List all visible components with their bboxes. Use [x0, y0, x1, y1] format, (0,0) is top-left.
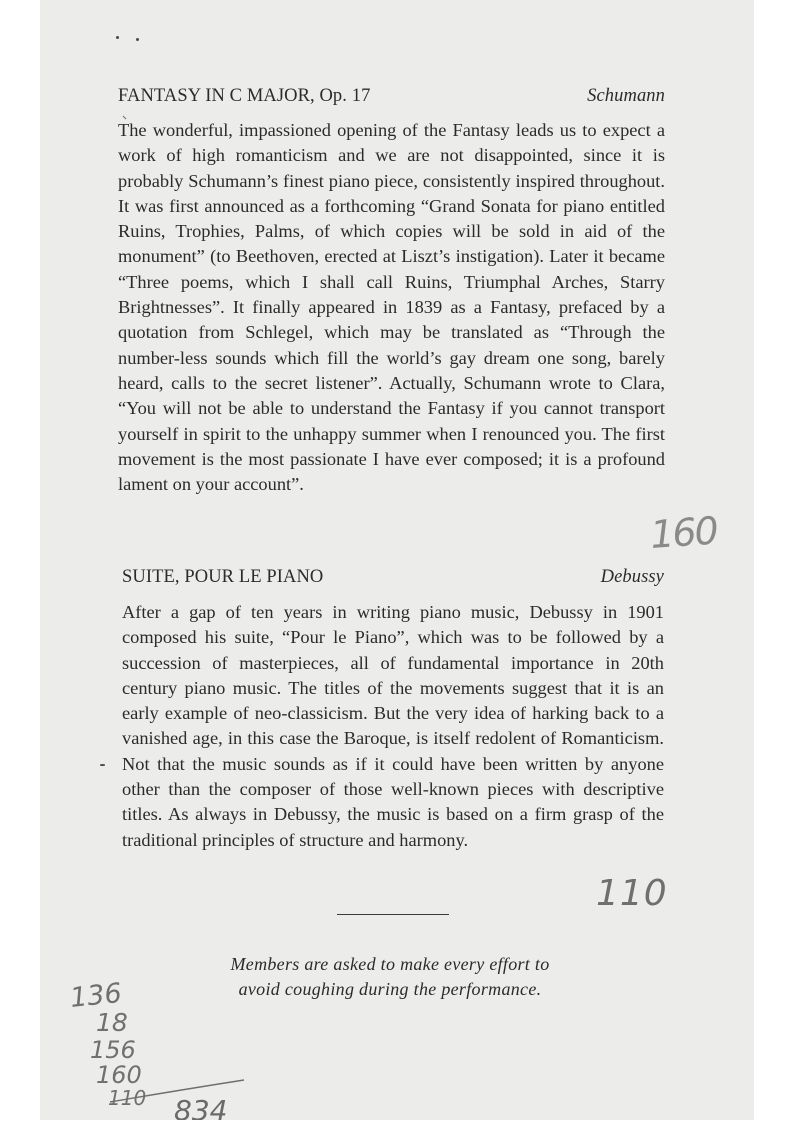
speck — [100, 764, 105, 766]
section-debussy — [122, 567, 664, 853]
tally-value: 110 — [108, 1086, 147, 1110]
section-heading — [118, 86, 665, 107]
program-page — [40, 0, 754, 1120]
program-note: After a gap of ten years in writing piano music, Debussy in 1901 composed his suite, “Pour le Piano”, which was to be followed by a succession of masterpieces, all of fundamental importance in 20th century piano music. The titles of the movements suggest that it is an early example of neo-classicism. But the very idea of harking back to a vanished age, in this case the Baroque, is itself redolent of Romanticism. Not that the music sounds as if it could have been written by anyone other than the composer of those well-known pieces with descriptive titles. As always in Debussy, the music is based on a firm grasp of the traditional principles of structure and harmony. — [122, 602, 664, 850]
composer-name: Debussy — [600, 567, 664, 587]
composer-name: Schumann — [587, 86, 665, 106]
piece-title: SUITE, POUR LE PIANO — [122, 567, 324, 587]
notice-line: Members are asked to make every effort to — [230, 954, 550, 974]
tally-underline — [110, 1080, 244, 1102]
program-note: The wonderful, impassioned opening of the Fantasy leads us to expect a work of high romanticism and we are not disappointed, since it is probably Schumann’s finest piano piece, consistently inspired throughout. It was first announced as a forthcoming “Grand Sonata for piano entitled Ruins, Trophies, Palms, of which copies will be sold in aid of the monument” (to Beethoven, erected at Liszt’s instigation). Later it became “Three poems, which I shall call Ruins, Triumphal Arches, Starry Brightnesses”. It finally appeared in 1839 as a Fantasy, prefaced by a quotation from Schlegel, which may be translated as “Through the number-less sounds which fill the world’s gay dream one song, barely heard, calls to the secret listener”. Actually, Schumann wrote to Clara, “You will not be able to understand the Fantasy if you cannot transport yourself in spirit to the unhappy summer when I renounced you. The first movement is the most passionate I have ever composed; it is a profound lament on your account”. — [118, 120, 665, 495]
audience-notice — [190, 952, 590, 1002]
tally-value: 136 — [68, 977, 124, 1014]
tally-total: 834 — [174, 1094, 228, 1120]
speck — [136, 38, 139, 41]
section-heading — [122, 567, 664, 588]
notice-line: avoid coughing during the performance. — [238, 979, 542, 999]
piece-title: FANTASY IN C MAJOR, Op. 17 — [118, 86, 371, 106]
annotation-110: 110 — [596, 873, 668, 914]
tally-value: 156 — [90, 1036, 136, 1064]
divider-line — [337, 914, 449, 915]
speck — [116, 36, 119, 39]
tally-value: 160 — [96, 1061, 142, 1089]
section-schumann — [118, 86, 665, 497]
annotation-160: 160 — [648, 508, 719, 558]
tally-value: 18 — [96, 1008, 128, 1037]
